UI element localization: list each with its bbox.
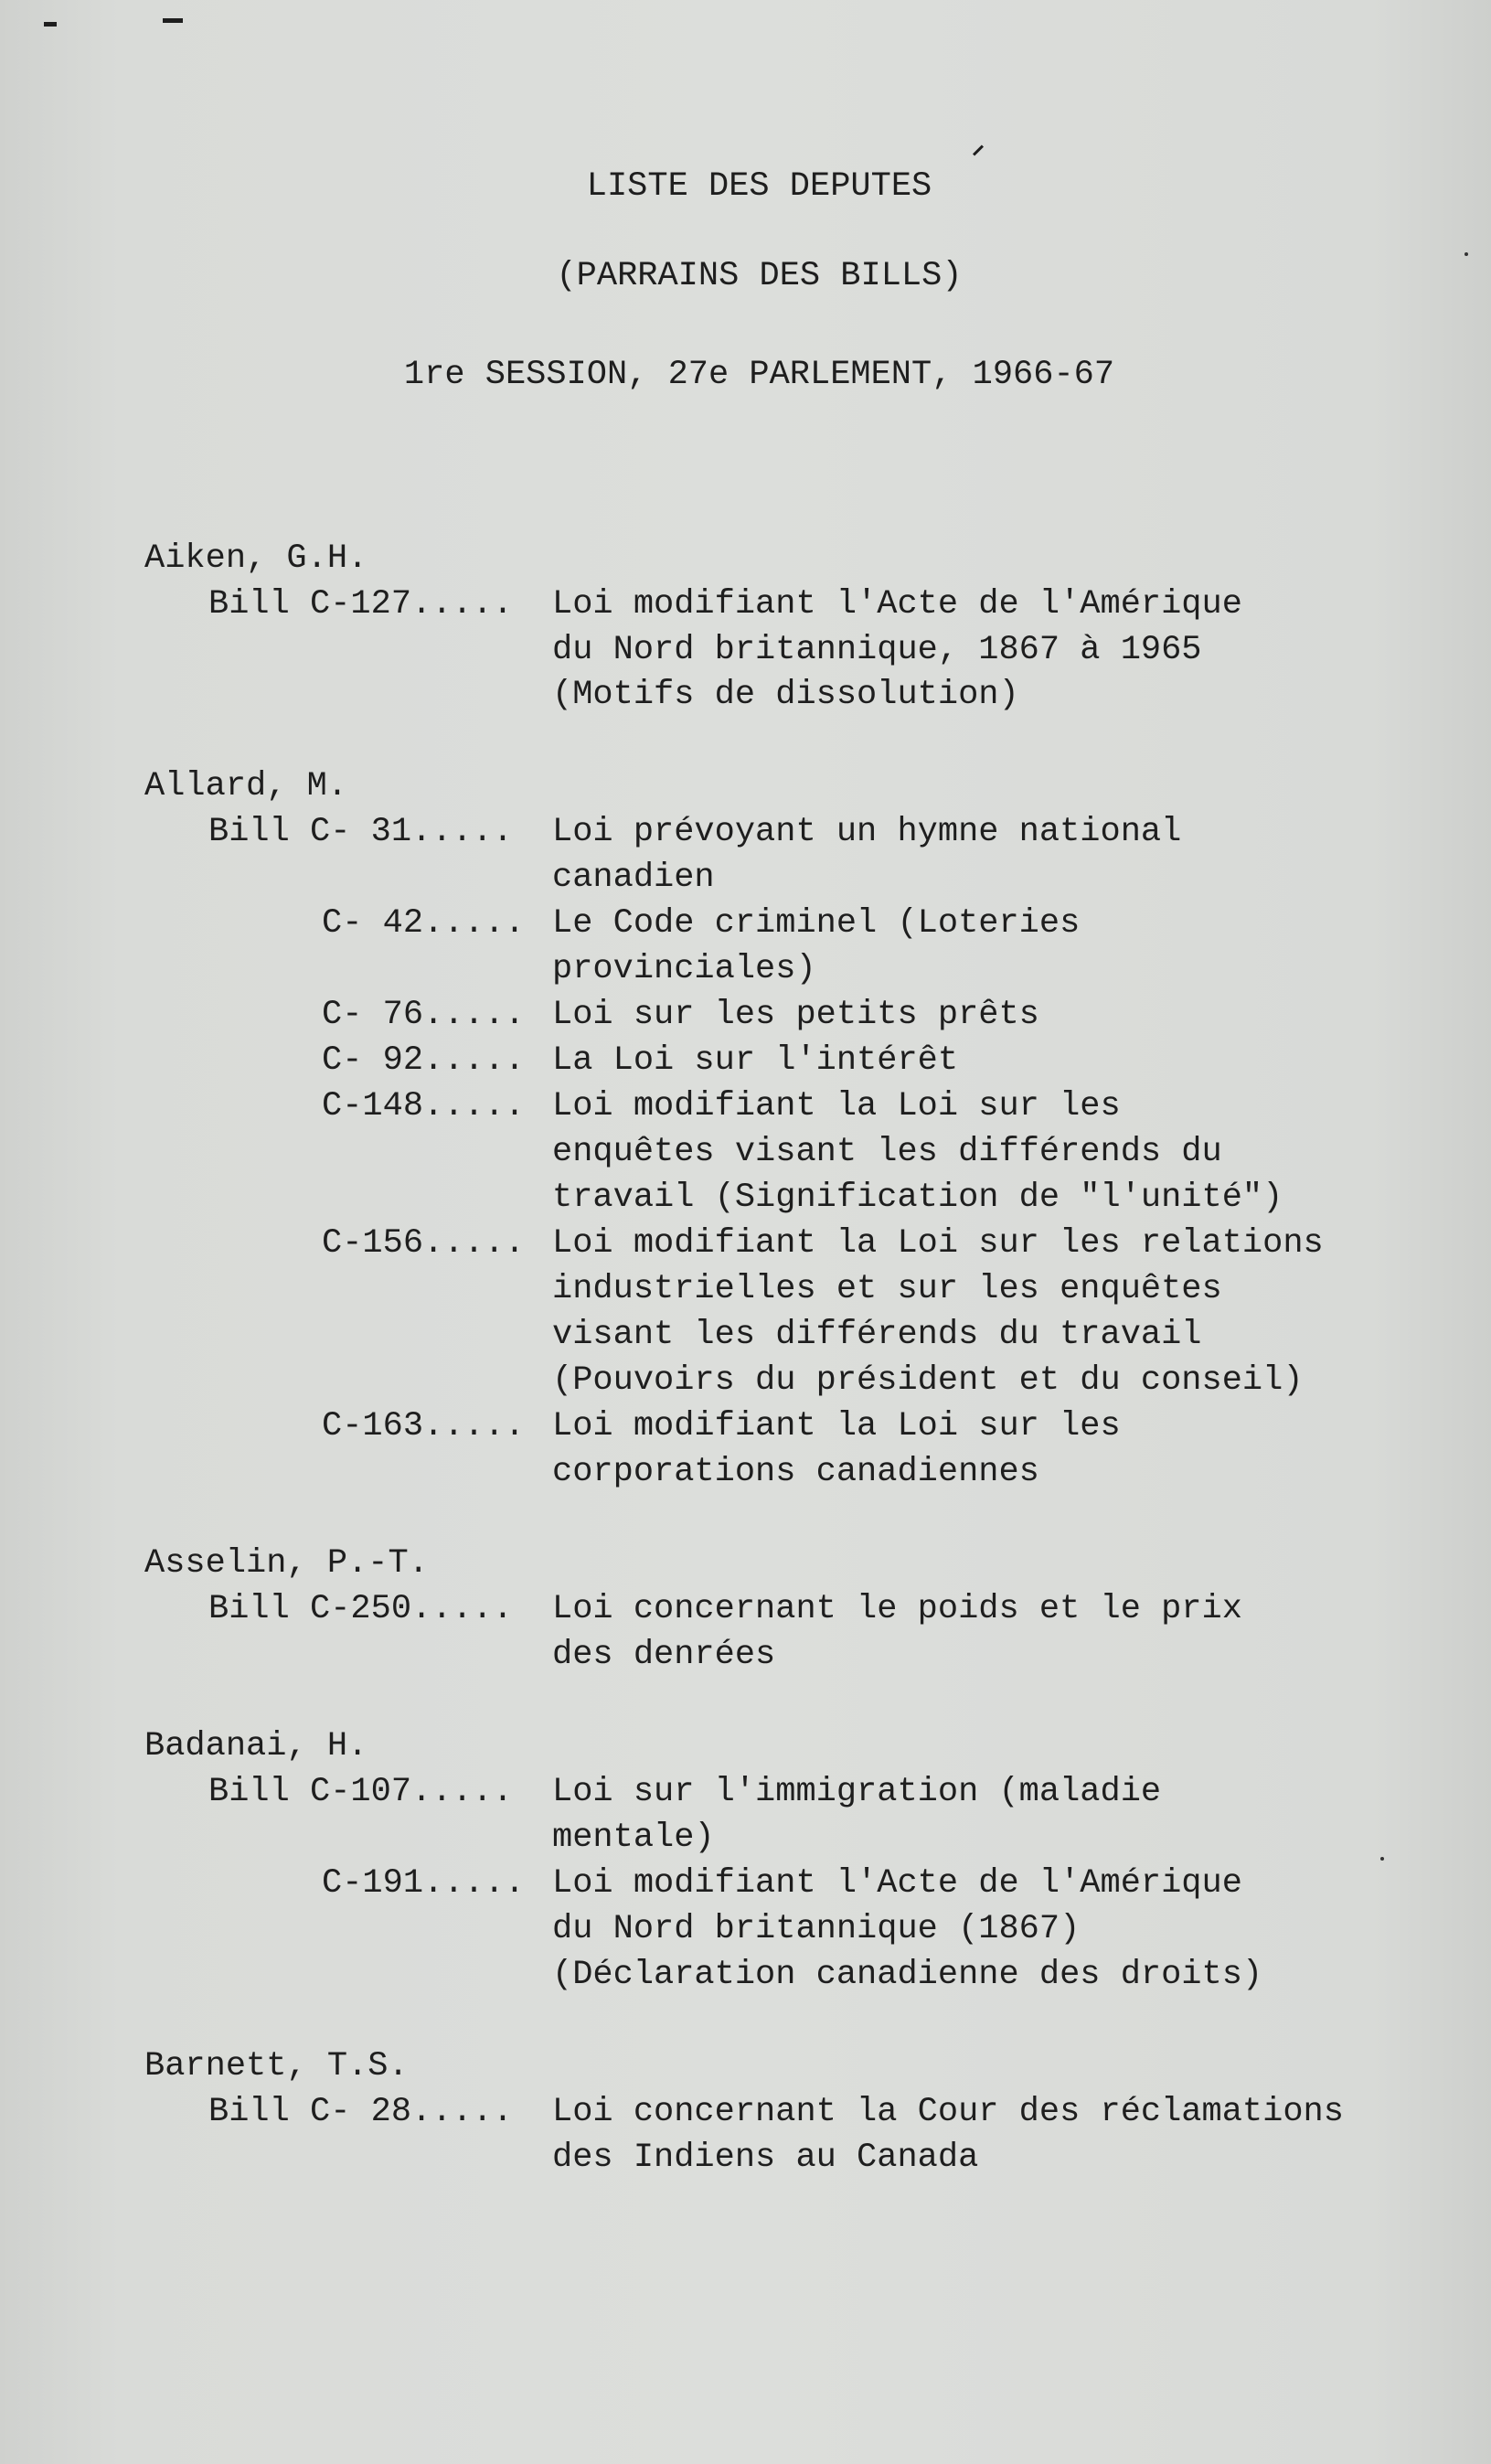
bill-text: mentale) bbox=[552, 1819, 715, 1857]
bill-prefix: C-163..... bbox=[322, 1407, 526, 1445]
accent-mark bbox=[973, 144, 984, 155]
bill-text: des Indiens au Canada bbox=[552, 2139, 979, 2177]
scan-mark bbox=[163, 18, 183, 23]
bill-prefix: C-156..... bbox=[322, 1224, 526, 1263]
bill-text: Loi sur l'immigration (maladie bbox=[552, 1773, 1162, 1811]
bill-text: du Nord britannique (1867) bbox=[552, 1910, 1081, 1948]
bill-prefix: Bill C- 28..... bbox=[208, 2093, 514, 2131]
scan-speck bbox=[1464, 252, 1468, 256]
bill-text: du Nord britannique, 1867 à 1965 bbox=[552, 631, 1202, 669]
bill-text: Le Code criminel (Loteries bbox=[552, 904, 1081, 943]
bill-prefix: Bill C- 31..... bbox=[208, 813, 514, 851]
bill-text: Loi modifiant l'Acte de l'Amérique bbox=[552, 1864, 1242, 1903]
bill-text: (Motifs de dissolution) bbox=[552, 676, 1019, 714]
bill-text: Loi concernant le poids et le prix bbox=[552, 1590, 1242, 1628]
bill-text: La Loi sur l'intérêt bbox=[552, 1041, 959, 1080]
bill-text: (Déclaration canadienne des droits) bbox=[552, 1956, 1263, 1994]
bill-text: provinciales) bbox=[552, 950, 816, 988]
bill-prefix: C- 42..... bbox=[322, 904, 526, 943]
bill-prefix: Bill C-107..... bbox=[208, 1773, 514, 1811]
bill-prefix: C-148..... bbox=[322, 1087, 526, 1125]
session-line: 1re SESSION, 27e PARLEMENT, 1966-67 bbox=[403, 356, 1115, 394]
bill-text: enquêtes visant les différends du bbox=[552, 1133, 1222, 1171]
bill-prefix: Bill C-250..... bbox=[208, 1590, 514, 1628]
bill-text: des denrées bbox=[552, 1636, 776, 1674]
bill-prefix: C- 92..... bbox=[322, 1041, 526, 1080]
deputy-name: Allard, M. bbox=[144, 767, 348, 805]
bill-text: corporations canadiennes bbox=[552, 1453, 1039, 1491]
bill-text: Loi modifiant la Loi sur les bbox=[552, 1407, 1121, 1445]
bill-text: Loi modifiant la Loi sur les relations bbox=[552, 1224, 1324, 1263]
bill-text: Loi modifiant la Loi sur les bbox=[552, 1087, 1121, 1125]
bill-text: canadien bbox=[552, 859, 715, 897]
bill-text: (Pouvoirs du président et du conseil) bbox=[552, 1361, 1304, 1400]
bill-text: Loi prévoyant un hymne national bbox=[552, 813, 1182, 851]
scan-mark bbox=[44, 22, 57, 27]
deputy-name: Aiken, G.H. bbox=[144, 539, 368, 578]
bill-text: Loi concernant la Cour des réclamations bbox=[552, 2093, 1344, 2131]
bill-text: Loi modifiant l'Acte de l'Amérique bbox=[552, 585, 1242, 624]
bill-text: travail (Signification de "l'unité") bbox=[552, 1179, 1283, 1217]
bill-prefix: C-191..... bbox=[322, 1864, 526, 1903]
scan-speck bbox=[1380, 1857, 1384, 1861]
deputy-name: Asselin, P.-T. bbox=[144, 1544, 429, 1583]
bill-text: industrielles et sur les enquêtes bbox=[552, 1270, 1222, 1308]
bill-prefix: Bill C-127..... bbox=[208, 585, 514, 624]
bill-text: Loi sur les petits prêts bbox=[552, 996, 1039, 1034]
deputy-name: Badanai, H. bbox=[144, 1727, 368, 1765]
page-subtitle: (PARRAINS DES BILLS) bbox=[556, 257, 963, 295]
page-title: LISTE DES DEPUTES bbox=[586, 167, 932, 206]
bill-prefix: C- 76..... bbox=[322, 996, 526, 1034]
deputy-name: Barnett, T.S. bbox=[144, 2047, 409, 2085]
bill-text: visant les différends du travail bbox=[552, 1316, 1202, 1354]
